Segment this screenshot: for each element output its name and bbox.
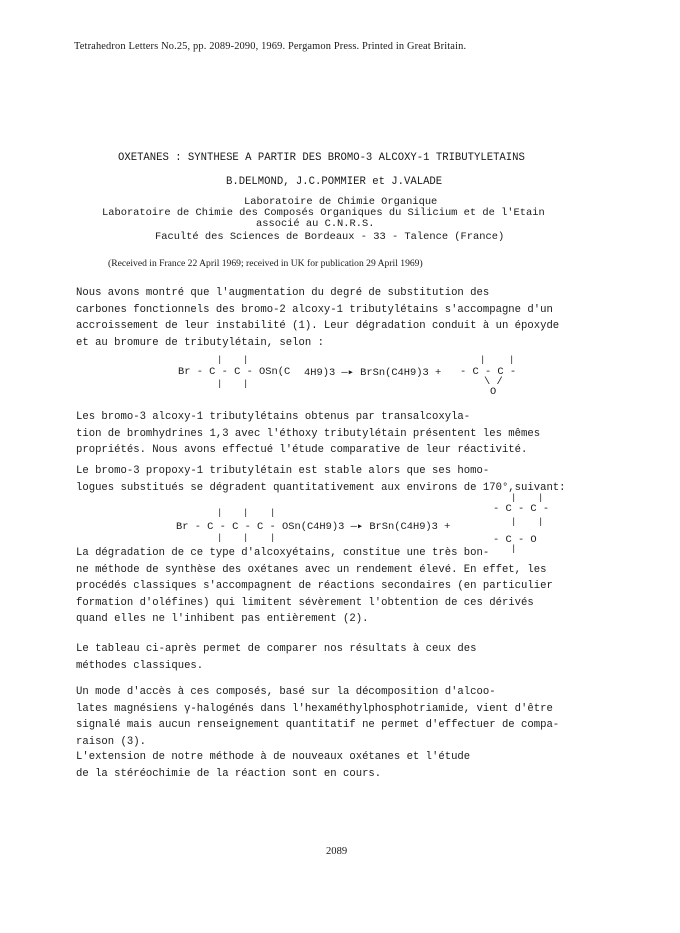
received-line: (Received in France 22 April 1969; received in UK for publication 29 April 1969) [108, 258, 423, 269]
text-line: ne méthode de synthèse des oxétanes avec un rendement élevé. En effet, les [76, 563, 547, 576]
article-authors: B.DELMOND, J.C.POMMIER et J.VALADE [226, 176, 443, 188]
paragraph-1 [76, 285, 559, 351]
paragraph-2 [76, 409, 540, 459]
text-line: signalé mais aucun renseignement quantitatif ne permet d'effectuer de compa- [76, 719, 560, 732]
paragraph-4 [76, 545, 553, 628]
paragraph-7 [76, 749, 470, 782]
text-line: carbones fonctionnels des bromo-2 alcoxy-1 tributylétains s'accompagne d'un [76, 303, 553, 316]
equation-2-bottom: - C - O [493, 534, 537, 546]
text-line: Nous avons montré que l'augmentation du degré de substitution des [76, 287, 490, 299]
text-line: formation d'oléfines) qui limitent sévèrement l'obtention de ces dérivés [76, 596, 534, 609]
text-line: procédés classiques s'accompagnent de réactions secondaires (en particulier [76, 580, 553, 593]
text-line: Un mode d'accès à ces composés, basé sur la décomposition d'alcoo- [76, 686, 496, 698]
text-line: tion de bromhydrines 1,3 avec l'éthoxy tributylétain présentent les mêmes [76, 427, 541, 440]
text-line: Le tableau ci-après permet de comparer nos résultats à ceux des [76, 643, 477, 655]
affiliation-lab-main: Laboratoire de Chimie des Composés Organiques du Silicium et de l'Etain [102, 207, 545, 219]
text-line: L'extension de notre méthode à de nouveaux oxétanes et l'étude [76, 751, 471, 763]
affiliation-lab-top: Laboratoire de Chimie Organique [244, 196, 438, 208]
journal-header: Tetrahedron Letters No.25, pp. 2089-2090, 1969. Pergamon Press. Printed in Great Britain. [74, 41, 467, 52]
affiliation-assoc: associé au C.N.R.S. [256, 218, 375, 230]
text-line: La dégradation de ce type d'alcoxyétains, constitue une très bon- [76, 547, 490, 559]
equation-1-ring: \ / [484, 376, 503, 388]
equation-2-top: - C - C - [493, 503, 550, 515]
text-line: de la stéréochimie de la réaction sont en cours. [76, 767, 382, 780]
equation-1-left: Br - C - C - OSn(C [178, 366, 291, 378]
paragraph-6 [76, 684, 559, 750]
paragraph-3 [76, 463, 566, 496]
affiliation-faculty: Faculté des Sciences de Bordeaux - 33 - Talence (France) [155, 231, 505, 243]
equation-1-oxygen: O [490, 386, 497, 398]
equation-1-mid: 4H9)3 —▸ BrSn(C4H9)3 + [304, 367, 442, 379]
text-line: lates magnésiens γ-halogénés dans l'hexaméthylphosphotriamide, vient d'être [76, 702, 553, 715]
text-line: Les bromo-3 alcoxy-1 tributylétains obtenus par transalcoxyla- [76, 411, 471, 423]
text-line: propriétés. Nous avons effectué l'étude comparative de leur réactivité. [76, 444, 528, 457]
text-line: et au bromure de tributylétain, selon : [76, 336, 324, 349]
text-line: logues substitués se dégradent quantitativement aux environs de 170°,suivant: [76, 481, 566, 494]
text-line: quand elles ne l'inhibent pas entièrement (2). [76, 613, 369, 626]
text-line: raison (3). [76, 735, 146, 748]
article-title: OXETANES : SYNTHESE A PARTIR DES BROMO-3 ALCOXY-1 TRIBUTYLETAINS [118, 152, 525, 164]
equation-2-left: Br - C - C - C - OSn(C4H9)3 —▸ BrSn(C4H9)3 + [176, 521, 451, 533]
equation-1-product: - C - C - [460, 366, 517, 378]
page-number: 2089 [326, 846, 348, 857]
text-line: méthodes classiques. [76, 659, 204, 672]
paragraph-5 [76, 641, 477, 674]
text-line: accroissement de leur instabilité (1). Leur dégradation conduit à un époxyde [76, 320, 560, 333]
text-line: Le bromo-3 propoxy-1 tributylétain est stable alors que ses homo- [76, 465, 490, 477]
